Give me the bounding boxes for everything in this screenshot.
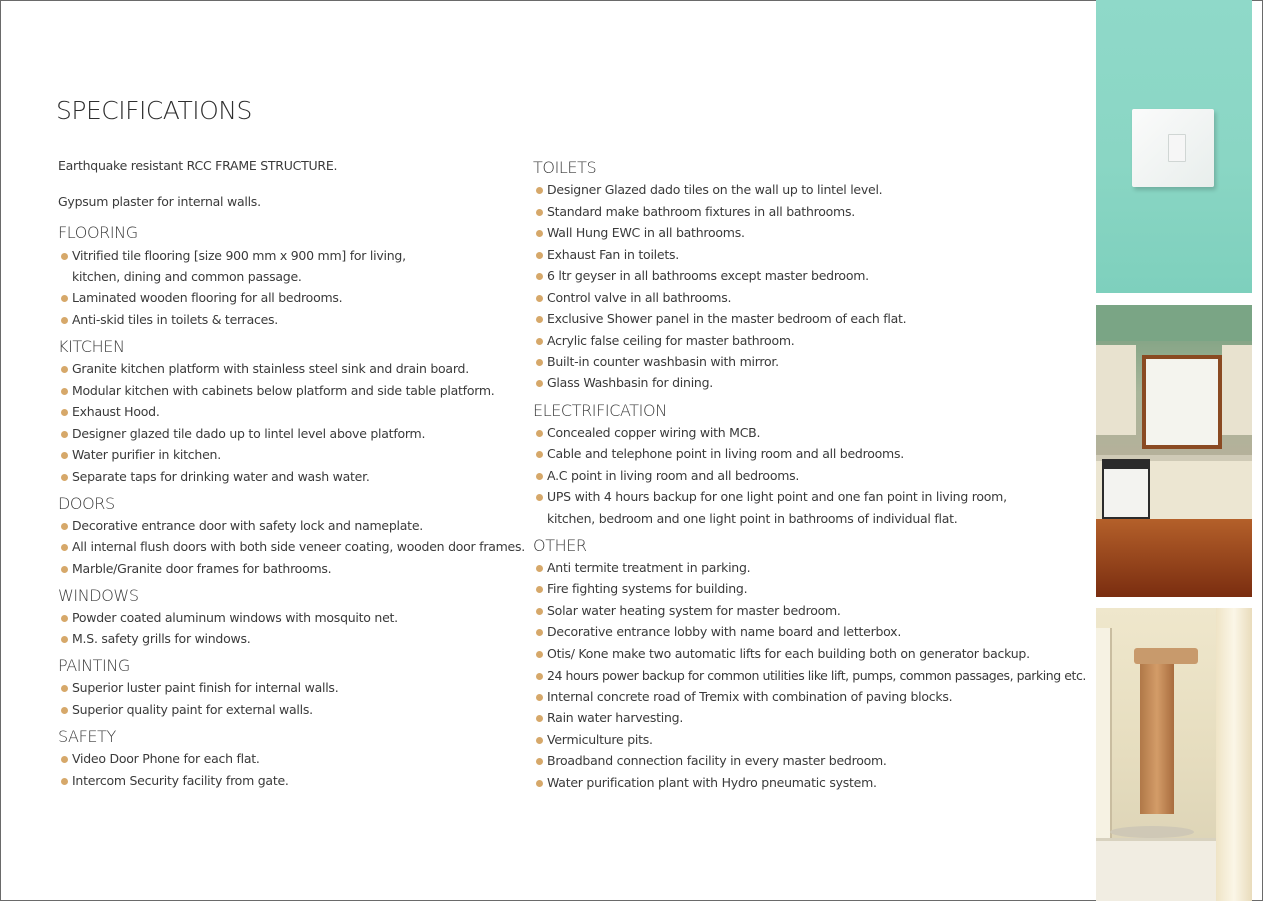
list-item: Superior luster paint finish for internal walls.	[58, 680, 338, 696]
bullet-icon	[536, 451, 543, 458]
list-item: 6 ltr geyser in all bathrooms except master bedroom.	[533, 268, 869, 284]
list-item: Laminated wooden flooring for all bedrooms.	[58, 290, 342, 306]
photo-kitchen	[1096, 305, 1252, 597]
list-item-continuation: kitchen, dining and common passage.	[72, 269, 302, 284]
photo-switch-wall	[1096, 0, 1252, 293]
safety-heading: SAFETY	[58, 727, 116, 746]
list-item: UPS with 4 hours backup for one light point and one fan point in living room,	[533, 489, 1007, 505]
bullet-icon	[536, 380, 543, 387]
bullet-icon	[61, 253, 68, 260]
bullet-icon	[61, 317, 68, 324]
bullet-icon	[61, 636, 68, 643]
list-item: Marble/Granite door frames for bathrooms.	[58, 561, 331, 577]
photo-bathroom	[1096, 608, 1252, 901]
bullet-icon	[536, 295, 543, 302]
bathroom-curtain	[1216, 608, 1252, 901]
bullet-icon	[61, 295, 68, 302]
bullet-icon	[61, 474, 68, 481]
list-item: Concealed copper wiring with MCB.	[533, 425, 760, 441]
bullet-icon	[536, 209, 543, 216]
bullet-icon	[536, 651, 543, 658]
list-item: Wall Hung EWC in all bathrooms.	[533, 225, 745, 241]
bullet-icon	[61, 544, 68, 551]
list-item: Decorative entrance lobby with name board and letterbox.	[533, 624, 901, 640]
list-item: Superior quality paint for external walls.	[58, 702, 313, 718]
bullet-icon	[536, 359, 543, 366]
list-item: Cable and telephone point in living room and all bedrooms.	[533, 446, 904, 462]
bullet-icon	[61, 756, 68, 763]
list-item: Designer Glazed dado tiles on the wall up to lintel level.	[533, 182, 882, 198]
list-item: Acrylic false ceiling for master bathroom.	[533, 333, 795, 349]
list-item: Glass Washbasin for dining.	[533, 375, 713, 391]
painting-heading: PAINTING	[58, 656, 130, 675]
electrification-heading: ELECTRIFICATION	[533, 401, 667, 420]
list-item: Standard make bathroom fixtures in all bathrooms.	[533, 204, 855, 220]
bullet-icon	[536, 629, 543, 636]
bullet-icon	[61, 707, 68, 714]
bullet-icon	[536, 737, 543, 744]
bullet-icon	[61, 388, 68, 395]
bullet-icon	[61, 431, 68, 438]
list-item: Broadband connection facility in every master bedroom.	[533, 753, 887, 769]
washbasin	[1110, 826, 1194, 838]
list-item: Vitrified tile flooring [size 900 mm x 900 mm] for living,	[58, 248, 406, 264]
towel-rack	[1134, 648, 1198, 664]
list-item: Video Door Phone for each flat.	[58, 751, 260, 767]
bullet-icon	[536, 780, 543, 787]
toilets-heading: TOILETS	[533, 158, 597, 177]
list-item: Decorative entrance door with safety lock and nameplate.	[58, 518, 423, 534]
bullet-icon	[536, 694, 543, 701]
kitchen-wooden-floor	[1096, 519, 1252, 597]
list-item: Built-in counter washbasin with mirror.	[533, 354, 779, 370]
list-item: Water purifier in kitchen.	[58, 447, 221, 463]
list-item: Solar water heating system for master bedroom.	[533, 603, 841, 619]
kitchen-cabinet-right	[1222, 345, 1252, 435]
windows-heading: WINDOWS	[58, 586, 139, 605]
list-item: All internal flush doors with both side veneer coating, wooden door frames.	[58, 539, 525, 555]
list-item: 24 hours power backup for common utilities like lift, pumps, common passages, parking etc.	[533, 668, 1086, 684]
list-item: Granite kitchen platform with stainless steel sink and drain board.	[58, 361, 469, 377]
bullet-icon	[536, 494, 543, 501]
flooring-heading: FLOORING	[58, 223, 138, 242]
list-item: Rain water harvesting.	[533, 710, 683, 726]
kitchen-heading: KITCHEN	[58, 337, 125, 356]
list-item: Vermiculture pits.	[533, 732, 653, 748]
list-item: A.C point in living room and all bedrooms.	[533, 468, 799, 484]
kitchen-wall	[1096, 305, 1252, 341]
bullet-icon	[61, 409, 68, 416]
list-item: Control valve in all bathrooms.	[533, 290, 731, 306]
list-item: Water purification plant with Hydro pneumatic system.	[533, 775, 877, 791]
other-heading: OTHER	[533, 536, 587, 555]
switch-rocker	[1168, 134, 1186, 162]
bullet-icon	[536, 715, 543, 722]
page-title: SPECIFICATIONS	[56, 96, 252, 125]
bullet-icon	[536, 758, 543, 765]
kitchen-dishwasher	[1104, 469, 1148, 517]
bullet-icon	[536, 338, 543, 345]
list-item: Exclusive Shower panel in the master bedroom of each flat.	[533, 311, 906, 327]
list-item: Anti termite treatment in parking.	[533, 560, 750, 576]
list-item: Modular kitchen with cabinets below platform and side table platform.	[58, 383, 495, 399]
bullet-icon	[536, 252, 543, 259]
list-item: Exhaust Hood.	[58, 404, 160, 420]
list-item: Powder coated aluminum windows with mosquito net.	[58, 610, 398, 626]
bathroom-mirror	[1096, 628, 1112, 858]
list-item: Exhaust Fan in toilets.	[533, 247, 679, 263]
kitchen-window	[1142, 355, 1222, 449]
bullet-icon	[61, 685, 68, 692]
bullet-icon	[536, 586, 543, 593]
bullet-icon	[61, 566, 68, 573]
bathroom-vanity	[1096, 838, 1216, 901]
list-item: Otis/ Kone make two automatic lifts for each building both on generator backup.	[533, 646, 1030, 662]
bullet-icon	[61, 778, 68, 785]
bullet-icon	[536, 565, 543, 572]
towel	[1140, 664, 1174, 814]
bullet-icon	[61, 615, 68, 622]
list-item: Designer glazed tile dado up to lintel level above platform.	[58, 426, 425, 442]
bullet-icon	[536, 608, 543, 615]
list-item: Anti-skid tiles in toilets & terraces.	[58, 312, 278, 328]
bullet-icon	[536, 673, 543, 680]
bullet-icon	[536, 273, 543, 280]
bullet-icon	[536, 473, 543, 480]
list-item: Separate taps for drinking water and wash water.	[58, 469, 370, 485]
list-item: Internal concrete road of Tremix with combination of paving blocks.	[533, 689, 952, 705]
bullet-icon	[61, 366, 68, 373]
bullet-icon	[536, 230, 543, 237]
bullet-icon	[61, 452, 68, 459]
doors-heading: DOORS	[58, 494, 115, 513]
list-item: M.S. safety grills for windows.	[58, 631, 250, 647]
bullet-icon	[536, 316, 543, 323]
bullet-icon	[61, 523, 68, 530]
list-item: Intercom Security facility from gate.	[58, 773, 289, 789]
bullet-icon	[536, 187, 543, 194]
intro-plaster: Gypsum plaster for internal walls.	[58, 194, 261, 209]
light-switch-plate	[1132, 109, 1214, 187]
list-item-continuation: kitchen, bedroom and one light point in bathrooms of individual flat.	[547, 511, 958, 526]
list-item: Fire fighting systems for building.	[533, 581, 747, 597]
bullet-icon	[536, 430, 543, 437]
kitchen-cabinet-left	[1096, 345, 1136, 435]
intro-structure: Earthquake resistant RCC FRAME STRUCTURE.	[58, 158, 338, 173]
